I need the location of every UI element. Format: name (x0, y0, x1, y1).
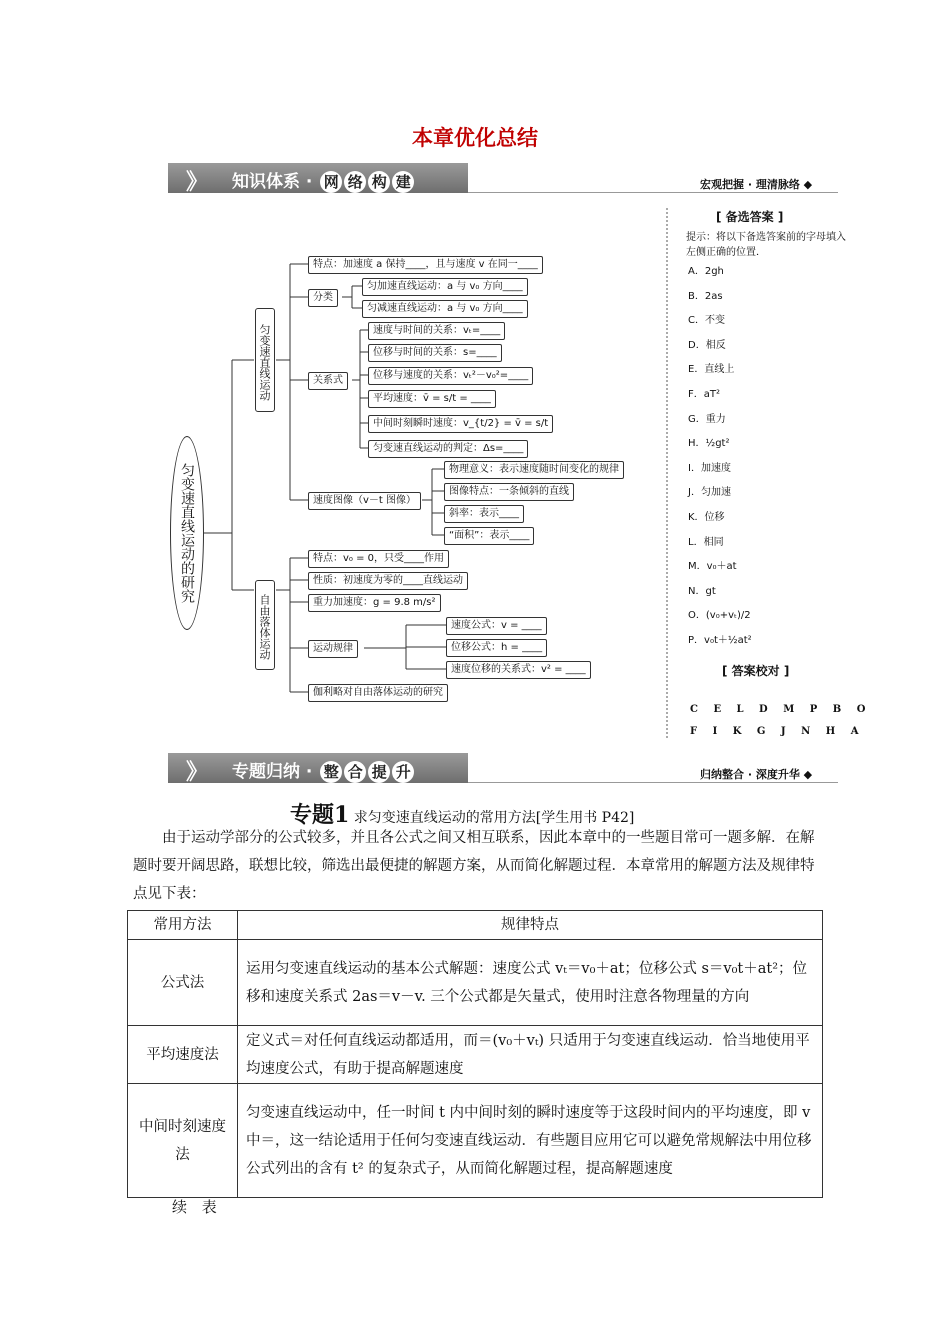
answer-option: D．相反 (688, 339, 726, 351)
node-graph: 速度图像（v－t 图像） (308, 492, 421, 510)
node-law-item: 位移公式：h = ____ (446, 639, 547, 657)
table-header: 规律特点 (238, 911, 823, 940)
chevron-icon: 》 (186, 169, 209, 195)
table-row (128, 940, 823, 1026)
desc-cell: 运用匀变速直线运动的基本公式解题：速度公式 vₜ＝v₀＋at；位移公式 s＝v₀t＋at²；位移和速度关系式 2as＝v－v. 三个公式都是矢量式，使用时注意各物理量的方向 (238, 940, 823, 1026)
node-relation: 速度与时间的关系：vₜ=____ (368, 322, 505, 340)
table-row (128, 1026, 823, 1084)
branch-uniform-accel: 匀变速直线运动 (255, 308, 275, 412)
node-graph-item: 物理意义：表示速度随时间变化的规律 (444, 461, 624, 479)
node-galileo: 伽利略对自由落体运动的研究 (308, 684, 448, 702)
answer-option: O．(v₀+vₜ)/2 (688, 610, 751, 622)
node-graph-item: “面积”：表示____ (444, 527, 534, 545)
table-header-row (128, 911, 823, 940)
node-relations: 关系式 (308, 372, 348, 390)
answer-option: E．直线上 (688, 364, 735, 376)
node-relation: 中间时刻瞬时速度：v_{t/2} = v̄ = s/t (368, 415, 553, 433)
banner-right-text: 归纳整合 · 深度升华 ◆ (700, 768, 813, 781)
special-topic-title: 求匀变速直线运动的常用方法[学生用书 P42] (353, 810, 635, 826)
divider (468, 782, 838, 783)
node-relation: 匀变速直线运动的判定：Δs=____ (368, 440, 528, 458)
node-laws: 运动规律 (308, 640, 358, 658)
table-header: 常用方法 (128, 911, 238, 940)
node-law-item: 速度公式：v = ____ (446, 617, 547, 635)
node-free-feature: 特点：v₀ = 0，只受____作用 (308, 550, 449, 568)
table-row (128, 1084, 823, 1198)
node-classify: 分类 (308, 289, 338, 307)
methods-table (127, 910, 823, 1198)
banner-char: 合 (344, 761, 366, 783)
node-decel: 匀减速直线运动：a 与 v₀ 方向____ (362, 300, 528, 318)
answer-option: J．匀加速 (688, 487, 731, 499)
banner-text: 知识体系 (232, 172, 300, 192)
answers-title: [ 备选答案 ] (716, 210, 784, 224)
answer-option: H．½gt² (688, 438, 730, 450)
special-topic-label: 专题1 (290, 802, 350, 828)
intro-text: 由于运动学部分的公式较多，并且各公式之间又相互联系，因此本章中的一些题目常可一题多解．在解题时要开阔思路，联想比较，筛选出最便捷的解题方案，从而简化解题过程．本章常用的解题方法及规律特点见下表： (133, 830, 815, 902)
banner-char: 络 (344, 171, 366, 193)
page-title: 本章优化总结 (412, 126, 538, 150)
node-graph-item: 斜率：表示____ (444, 505, 524, 523)
answers-options (688, 262, 752, 656)
banner-char: 建 (392, 171, 414, 193)
intro-paragraph (133, 824, 823, 908)
node-free-nature: 性质：初速度为零的____直线运动 (308, 572, 468, 590)
banner-dot: · (305, 762, 313, 782)
banner-char: 升 (392, 761, 414, 783)
answer-option: C．不变 (688, 315, 725, 327)
node-law-item: 速度位移的关系式：v² = ____ (446, 661, 591, 679)
method-cell: 中间时刻速度法 (128, 1084, 238, 1198)
answer-key-row: F I K G J N H A (690, 726, 859, 737)
chevron-icon: 》 (186, 759, 209, 785)
banner-dot: · (305, 172, 313, 192)
answer-option: F．aT² (688, 388, 720, 400)
desc-cell: 匀变速直线运动中，任一时间 t 内中间时刻的瞬时速度等于这段时间内的平均速度，即 v中＝，这一结论适用于任何匀变速直线运动．有些题目应用它可以避免常规解法中用位移公式列出的含有 t² 的复杂式子，从而简化解题过程，提高解题速度 (238, 1084, 823, 1198)
mindmap-root: 匀变速直线运动的研究 (170, 436, 204, 630)
answer-option: G．重力 (688, 413, 726, 425)
banner-right-text: 宏观把握 · 理清脉络 ◆ (700, 178, 813, 191)
answer-key-row: C E L D M P B O (690, 704, 866, 715)
banner-char: 网 (320, 171, 342, 193)
answer-option: I．加速度 (688, 462, 731, 474)
node-accel: 匀加速直线运动：a 与 v₀ 方向____ (362, 278, 528, 296)
banner-char: 整 (320, 761, 342, 783)
answer-option: B．2as (688, 290, 723, 302)
node-relation: 位移与时间的关系：s=____ (368, 344, 502, 362)
answers-hint: 提示：将以下备选答案前的字母填入左侧正确的位置． (686, 232, 846, 258)
branch-free-fall: 自由落体运动 (255, 580, 275, 670)
answer-option: A．2gh (688, 266, 724, 277)
answer-option: N．gt (688, 585, 716, 597)
node-gravity: 重力加速度：g = 9.8 m/s² (308, 594, 441, 612)
node-feature: 特点：加速度 a 保持____，且与速度 v 在同一____ (308, 256, 543, 274)
node-graph-item: 图像特点：一条倾斜的直线 (444, 483, 574, 501)
answer-check-title: [ 答案校对 ] (722, 664, 790, 678)
banner-char: 提 (368, 761, 390, 783)
node-relation: 平均速度：v̄ = s/t = ____ (368, 390, 496, 408)
continued-label: 续 表 (172, 1198, 217, 1216)
method-cell: 公式法 (128, 940, 238, 1026)
banner-text: 专题归纳 (232, 762, 300, 782)
node-relation: 位移与速度的关系：vₜ²－v₀²=____ (368, 367, 533, 385)
banner-char: 构 (368, 171, 390, 193)
desc-cell: 定义式＝对任何直线运动都适用，而＝(v₀＋vₜ) 只适用于匀变速直线运动．恰当地使用平均速度公式，有助于提高解题速度 (238, 1026, 823, 1084)
answer-option: M．v₀＋at (688, 561, 737, 573)
answer-option: K．位移 (688, 511, 725, 523)
answer-option: L．相同 (688, 536, 724, 548)
answer-option: P．v₀t＋½at² (688, 634, 752, 646)
method-cell: 平均速度法 (128, 1026, 238, 1084)
